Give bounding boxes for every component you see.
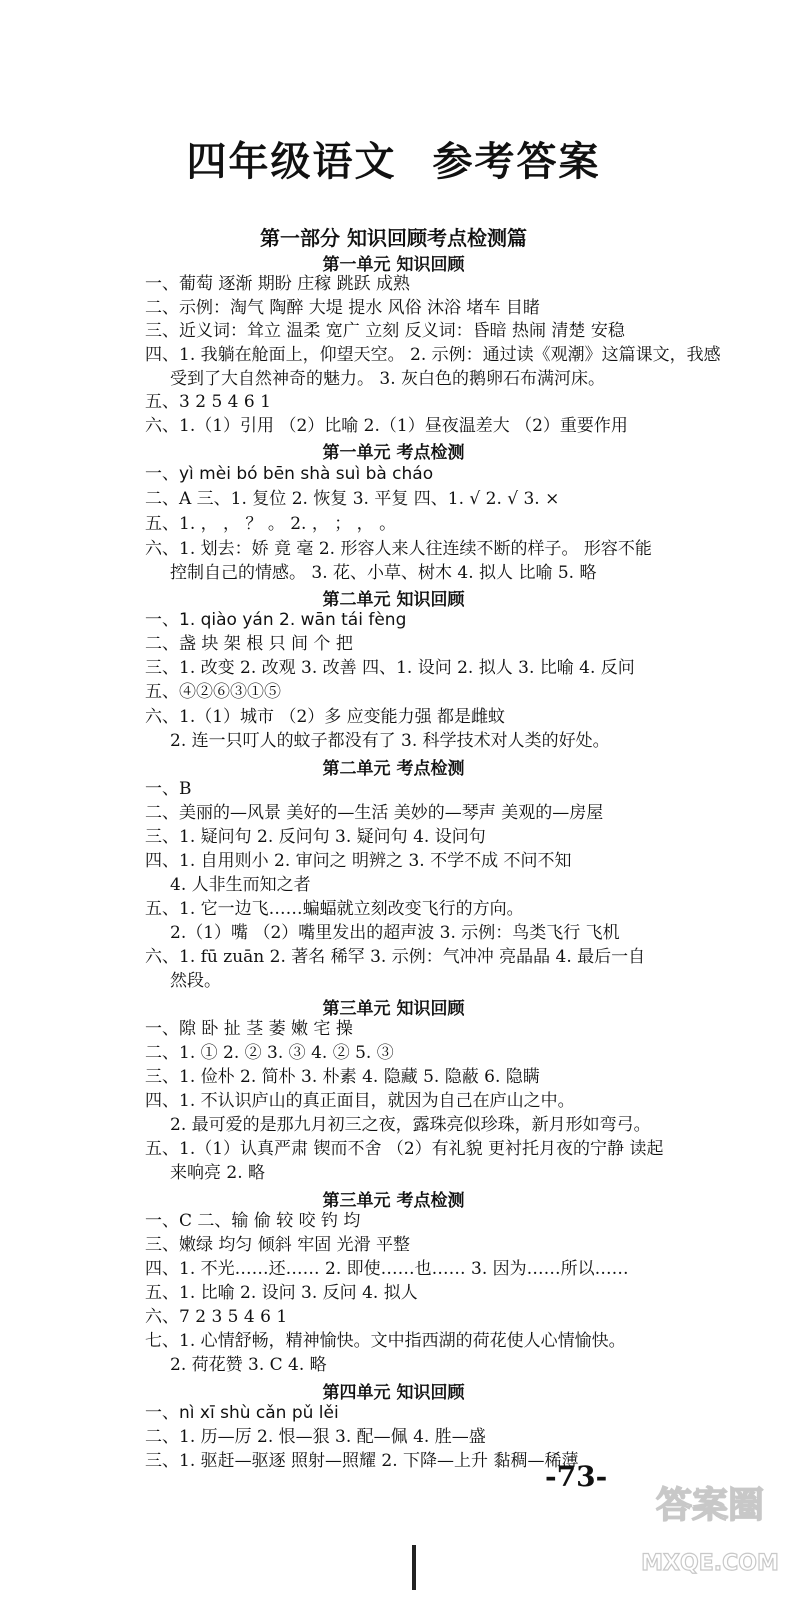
answer-line: 五、④②⑥③①⑤ [145, 682, 281, 702]
answer-line: 六、1.（1）城市 （2）多 应变能力强 都是雌蚊 [145, 707, 506, 727]
answer-line: 三、近义词：耸立 温柔 宽广 立刻 反义词：昏暗 热闹 清楚 安稳 [145, 321, 625, 341]
page-number: -73- [545, 1460, 608, 1493]
answer-line: 一、yì mèi bó bēn shà suì bà cháo [145, 464, 434, 484]
answer-line: 四、1. 我躺在舱面上，仰望天空。 2. 示例：通过读《观潮》这篇课文，我感 [145, 345, 721, 365]
title-subject: 四年级语文 [186, 138, 397, 185]
section-heading: 第四单元 知识回顾 [322, 1383, 465, 1403]
answer-line: 二、A 三、1. 复位 2. 恢复 3. 平复 四、1. √ 2. √ 3. × [145, 489, 560, 509]
answer-line: 一、1. qiào yán 2. wān tái fèng [145, 610, 407, 630]
answer-line: 五、1. ， ， ？ 。 2. ， ； ， 。 [145, 514, 397, 534]
watermark-logo [640, 1465, 780, 1595]
answer-line: 五、1. 比喻 2. 设问 3. 反问 4. 拟人 [145, 1283, 418, 1303]
answer-line: 四、1. 自用则小 2. 审问之 明辨之 3. 不学不成 不问不知 [145, 851, 572, 871]
answer-line: 2. 最可爱的是那九月初三之夜，露珠亮似珍珠，新月形如弯弓。 [170, 1115, 651, 1135]
answer-line: 三、1. 疑问句 2. 反问句 3. 疑问句 4. 设问句 [145, 827, 486, 847]
section-heading: 第一单元 考点检测 [322, 443, 465, 463]
section-heading: 第三单元 知识回顾 [322, 999, 465, 1019]
answer-line: 4. 人非生而知之者 [170, 875, 311, 895]
answer-line: 一、葡萄 逐渐 期盼 庄稼 跳跃 成熟 [145, 274, 411, 294]
answer-line: 2. 荷花赞 3. C 4. 略 [170, 1355, 327, 1375]
answer-line: 二、1. 历—厉 2. 恨—狠 3. 配—佩 4. 胜—盛 [145, 1427, 486, 1447]
watermark-text-top: 答案圈 [655, 1485, 765, 1526]
answer-line: 五、1. 它一边飞……蝙蝠就立刻改变飞行的方向。 [145, 899, 524, 919]
section-heading: 第二单元 知识回顾 [322, 590, 465, 610]
answer-line: 一、B [145, 779, 192, 799]
scan-mark [412, 1545, 416, 1590]
answer-line: 六、1. 划去：娇 竟 毫 2. 形容人来人往连续不断的样子。 形容不能 [145, 539, 652, 559]
answer-line: 二、示例：淘气 陶醉 大堤 提水 风俗 沐浴 堵车 目睹 [145, 298, 540, 318]
answer-line: 来响亮 2. 略 [170, 1163, 266, 1183]
answer-line: 然段。 [170, 971, 221, 991]
answer-line: 三、嫩绿 均匀 倾斜 牢固 光滑 平整 [145, 1235, 411, 1255]
answer-line: 四、1. 不认识庐山的真正面目，就因为自己在庐山之中。 [145, 1091, 575, 1111]
answer-line: 一、nì xī shù cǎn pǔ lěi [145, 1403, 339, 1423]
answer-line: 七、1. 心情舒畅，精神愉快。文中指西湖的荷花使人心情愉快。 [145, 1331, 626, 1351]
answer-line: 五、3 2 5 4 6 1 [145, 392, 271, 412]
answer-line: 三、1. 驱赶—驱逐 照射—照耀 2. 下降—上升 黏稠—稀薄 [145, 1451, 579, 1471]
answer-line: 五、1.（1）认真严肃 锲而不舍 （2）有礼貌 更衬托月夜的宁静 读起 [145, 1139, 664, 1159]
section-heading: 第一单元 知识回顾 [322, 255, 465, 275]
answer-line: 三、1. 俭朴 2. 简朴 3. 朴素 4. 隐藏 5. 隐蔽 6. 隐瞒 [145, 1067, 540, 1087]
answer-line: 三、1. 改变 2. 改观 3. 改善 四、1. 设问 2. 拟人 3. 比喻 4. 反问 [145, 658, 635, 678]
answer-line: 一、隙 卧 扯 茎 萎 嫩 宅 操 [145, 1019, 353, 1039]
answer-line: 控制自己的情感。 3. 花、小草、树木 4. 拟人 比喻 5. 略 [170, 563, 597, 583]
answer-line: 2. 连一只叮人的蚊子都没有了 3. 科学技术对人类的好处。 [170, 731, 610, 751]
answer-line: 二、美丽的—风景 美好的—生活 美妙的—琴声 美观的—房屋 [145, 803, 604, 823]
answer-line: 受到了大自然神奇的魅力。 3. 灰白色的鹅卵石布满河床。 [170, 369, 606, 389]
section-heading: 第三单元 考点检测 [322, 1191, 465, 1211]
answer-line: 二、1. ① 2. ② 3. ③ 4. ② 5. ③ [145, 1043, 394, 1063]
page-title [0, 130, 787, 187]
answer-line: 六、7 2 3 5 4 6 1 [145, 1307, 288, 1327]
title-answers: 参考答案 [432, 138, 601, 185]
answer-line: 一、C 二、输 偷 较 咬 钓 均 [145, 1211, 361, 1231]
answer-line: 六、1.（1）引用 （2）比喻 2.（1）昼夜温差大 （2）重要作用 [145, 416, 628, 436]
answer-line: 六、1. fū zuān 2. 著名 稀罕 3. 示例：气冲冲 亮晶晶 4. 最后一自 [145, 947, 646, 967]
section-heading: 第二单元 考点检测 [322, 759, 465, 779]
answer-line: 2.（1）嘴 （2）嘴里发出的超声波 3. 示例：鸟类飞行 飞机 [170, 923, 620, 943]
answer-line: 四、1. 不光……还…… 2. 即使……也…… 3. 因为……所以…… [145, 1259, 629, 1279]
watermark-text-bottom: MXQE.COM [641, 1551, 779, 1576]
answer-line: 二、盏 块 架 根 只 间 个 把 [145, 634, 353, 654]
part-title: 第一部分 知识回顾考点检测篇 [260, 226, 527, 250]
